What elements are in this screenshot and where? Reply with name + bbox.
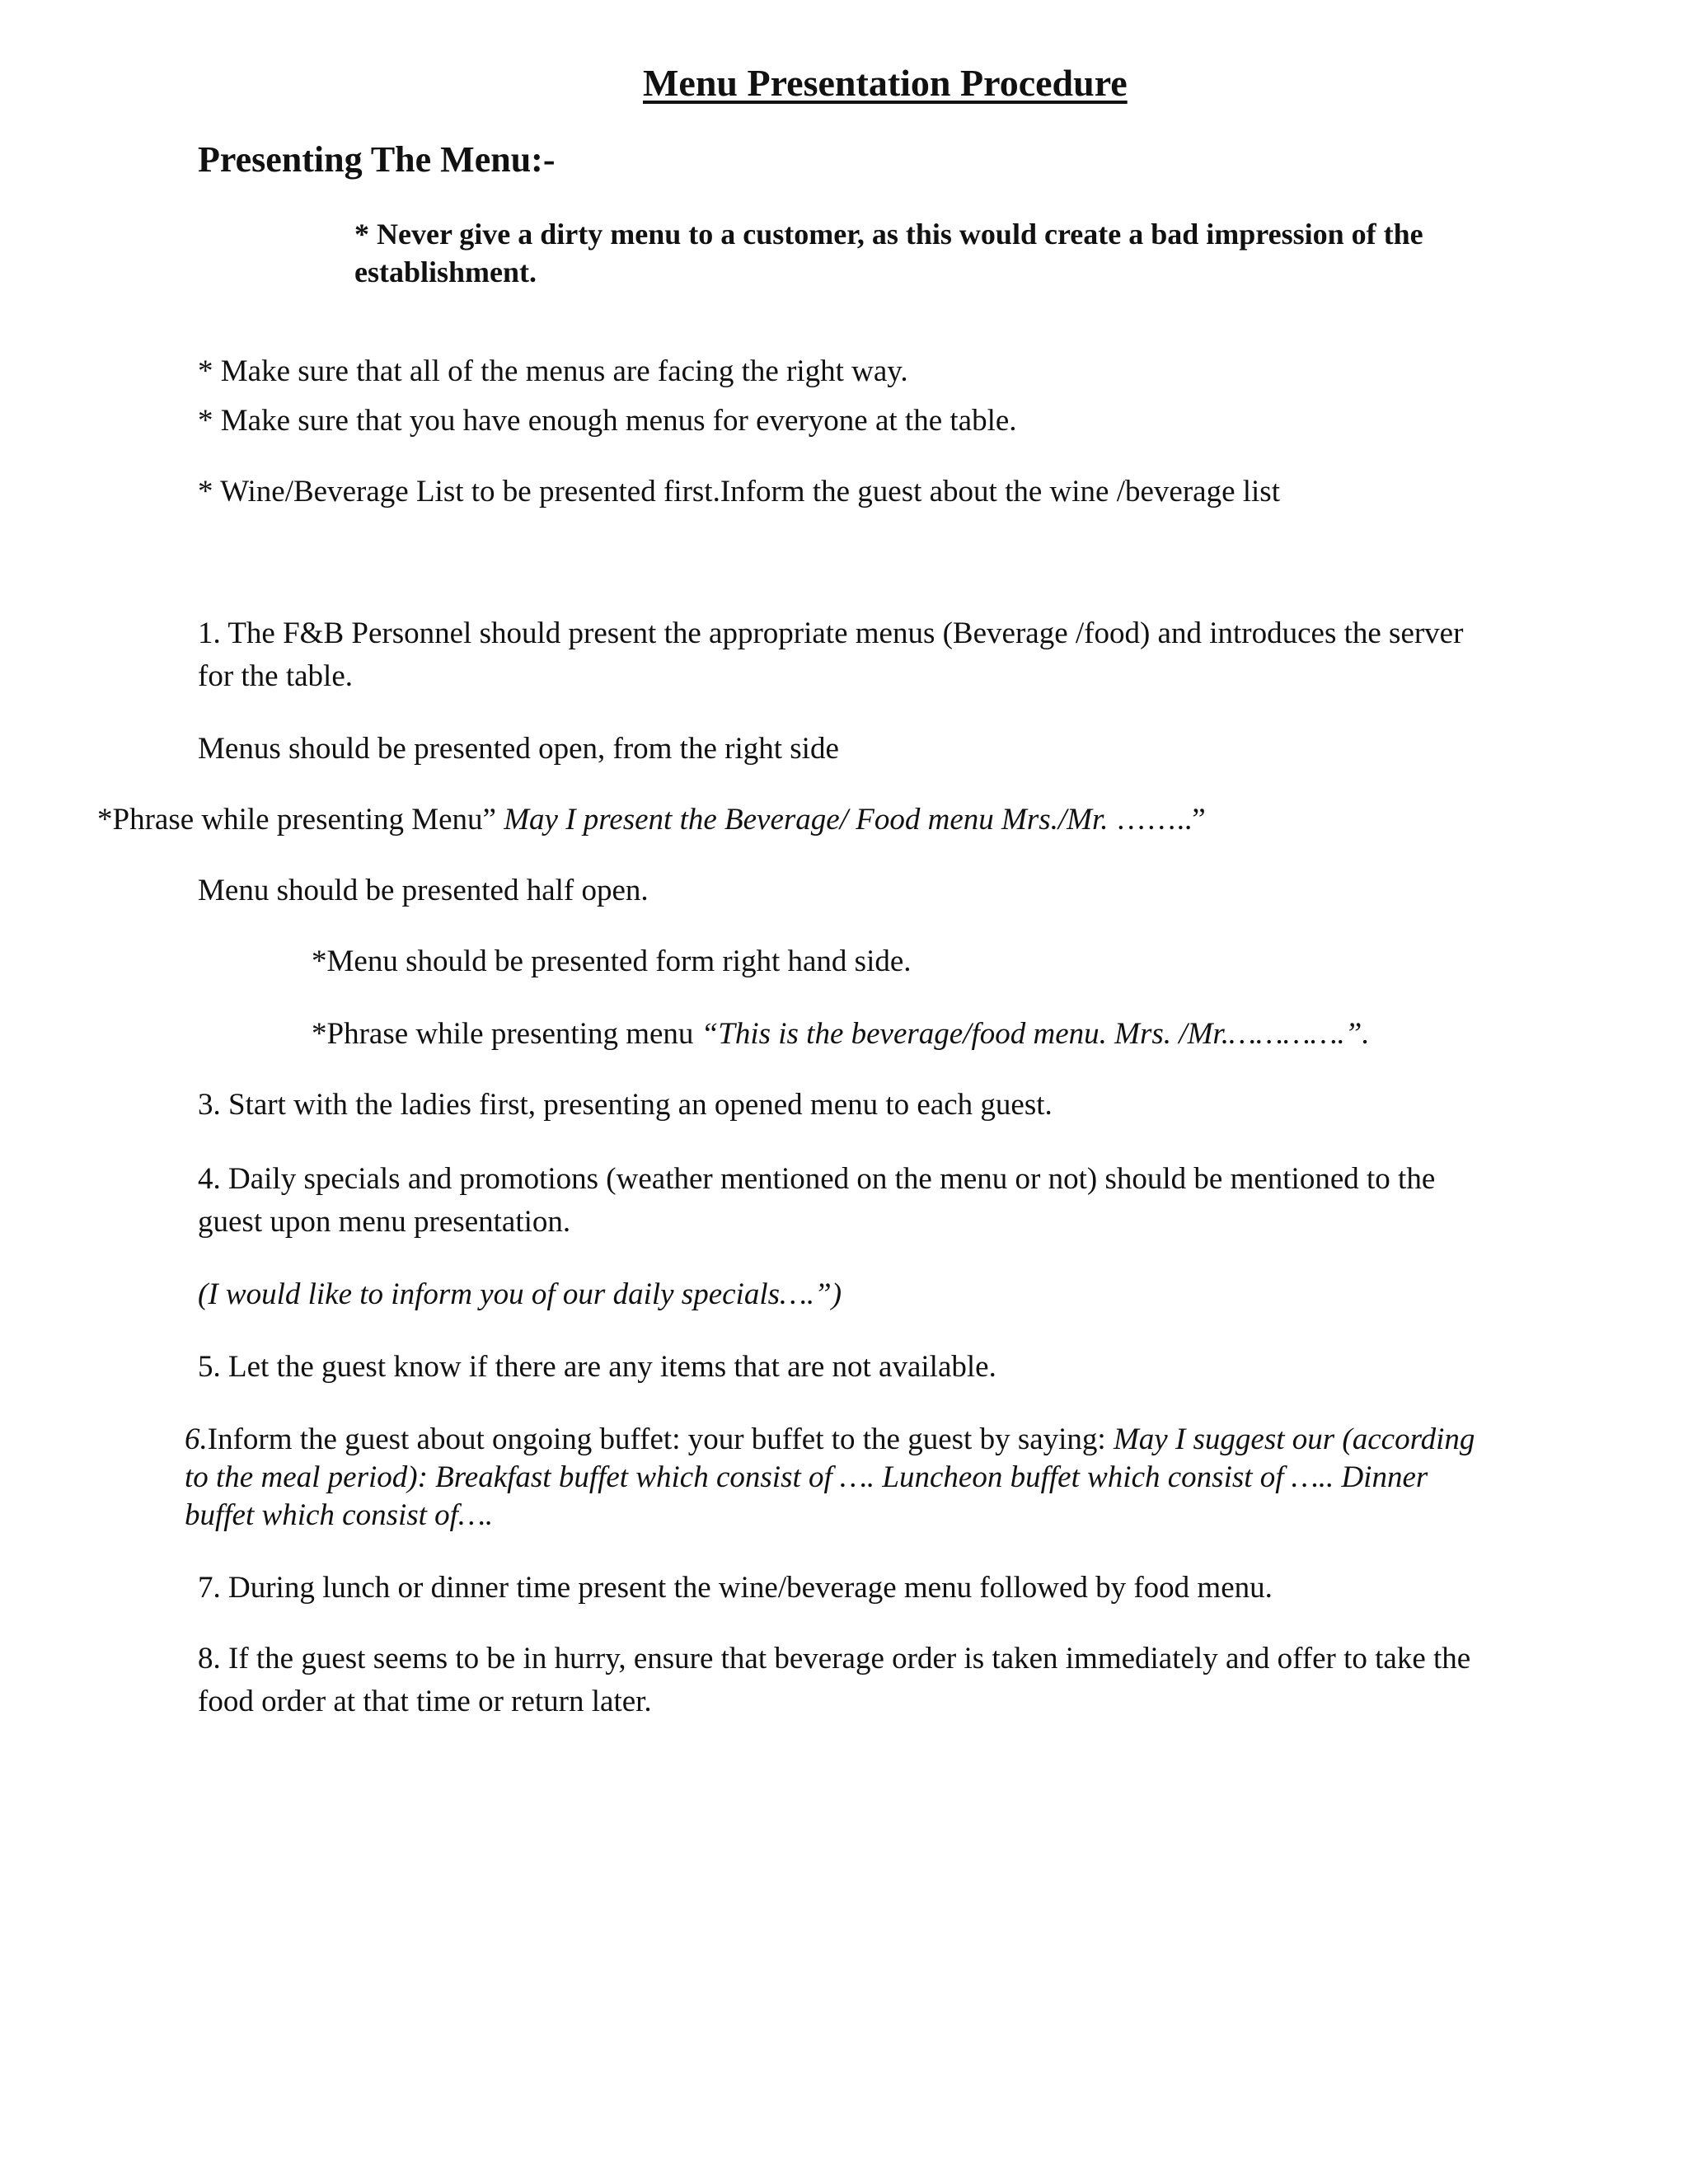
menus-open-line: Menus should be presented open, from the right side [198,732,839,766]
item8-line2: food order at that time or return later. [198,1685,652,1718]
item4-line2: guest upon menu presentation. [198,1205,571,1239]
half-open-line: Menu should be presented half open. [198,874,649,907]
item7-line: 7. During lunch or dinner time present the wine/beverage menu followed by food menu. [198,1571,1273,1605]
phrase-line-1 [97,804,1206,835]
item1-line1: 1. The F&B Personnel should present the appropriate menus (Beverage /food) and introduces the server [198,616,1464,650]
phrase2-prefix: *Phrase while presenting menu [312,1017,701,1051]
item6-line1 [185,1424,1475,1455]
item3-line: 3. Start with the ladies first, presenting an opened menu to each guest. [198,1088,1053,1122]
phrase1-quote: May I present the Beverage/ Food menu Mrs./Mr. [495,803,1109,837]
document-title: Menu Presentation Procedure [643,62,1128,104]
dirty-menu-note-line2: establishment. [354,255,537,288]
item6-quote-start: May I suggest our (according [1113,1422,1475,1456]
section-heading: Presenting The Menu:- [198,139,556,180]
bullet-menus-facing: * Make sure that all of the menus are facing the right way. [198,354,908,388]
item6-line2: to the meal period): Breakfast buffet which consist of …. Luncheon buffet which consist of ….. Dinner [185,1460,1428,1494]
bullet-wine-list: * Wine/Beverage List to be presented first.Inform the guest about the wine /beverage list [198,475,1280,509]
item8-line1: 8. If the guest seems to be in hurry, ensure that beverage order is taken immediately and offer to take the [198,1642,1471,1675]
phrase1-prefix: *Phrase while presenting Menu” [97,803,496,837]
phrase1-suffix: ……..” [1108,803,1206,837]
dirty-menu-note-line1: * Never give a dirty menu to a customer, as this would create a bad impression of the [354,218,1423,251]
item6-number: 6. [185,1422,208,1456]
specials-phrase: (I would like to inform you of our daily specials….”) [198,1277,842,1311]
phrase-line-2 [312,1019,1370,1049]
bullet-enough-menus: * Make sure that you have enough menus for everyone at the table. [198,404,1017,438]
item4-line1: 4. Daily specials and promotions (weather mentioned on the menu or not) should be mentioned to the [198,1162,1436,1196]
item5-line: 5. Let the guest know if there are any items that are not available. [198,1350,996,1384]
item6-text: Inform the guest about ongoing buffet: your buffet to the guest by saying: [207,1422,1114,1456]
item6-line3: buffet which consist of…. [185,1498,494,1532]
item1-line2: for the table. [198,659,353,693]
phrase2-quote: “This is the beverage/food menu. Mrs. /Mr.………….”. [701,1017,1370,1051]
right-hand-line: *Menu should be presented form right hand side. [312,944,912,978]
